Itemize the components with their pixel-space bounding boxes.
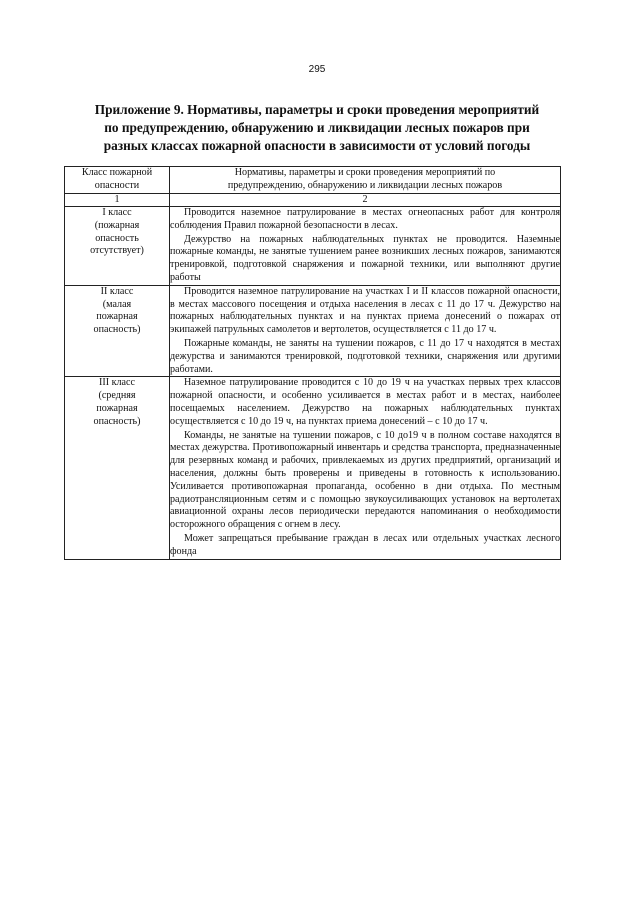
header-text: опасности xyxy=(94,179,140,191)
table-row xyxy=(65,207,561,286)
header-class-cell xyxy=(65,167,170,194)
measure-paragraph: Команды, не занятые на тушении пожаров, с 10 до19 ч в полном составе находятся в местах дежурства. Противопожарный инвентарь и средства транспорта, предназначенные для резервных команд и рабочих, привлекаемых из других предприятий, организаций и населения, должны быть проверены и приведены в готовность к использованию. Усиливается противопожарная пропаганда, особенно в дни отдыха. По местным радиотрансляционным сетям и с помощью звукоусиливающих установок на вертолетах авиационной охраны лесов периодически передаются напоминания о необходимости осторожного обращения с огнем в лесу. xyxy=(170,429,560,531)
class-label-line: (пожарная xyxy=(94,219,140,231)
table-row xyxy=(65,377,561,559)
class-label-line: III класс xyxy=(99,377,135,389)
measure-paragraph: Наземное патрулирование проводится с 10 до 19 ч на участках первых трех классов пожарной опасности, и особенно усиливается в местах работ и в местах, наиболее посещаемых населением. Дежурство на пожарных наблюдательных пунктах осуществляется с 10 до 19 ч, на пунктах приема донесений – с 10 до 17 ч. xyxy=(170,377,560,427)
header-text: предупреждению, обнаружению и ликвидации лесных пожаров xyxy=(227,179,503,191)
title-line: по предупреждению, обнаружению и ликвидации лесных пожаров при xyxy=(104,120,530,135)
measures-cell xyxy=(170,207,561,286)
page-number: 295 xyxy=(308,64,326,75)
measure-paragraph: Пожарные команды, не заняты на тушении пожаров, с 11 до 17 ч находятся в местах дежурства и занимаются тренировкой, подготовкой техники, снаряжения или другими работами. xyxy=(170,337,560,375)
table-header-row xyxy=(65,167,561,194)
fire-danger-norms-table xyxy=(64,166,561,560)
class-label-line: пожарная xyxy=(96,402,138,414)
title-line: Приложение 9. Нормативы, параметры и сроки проведения мероприятий xyxy=(94,102,540,117)
class-label-line: I класс xyxy=(102,207,132,218)
measure-paragraph: Дежурство на пожарных наблюдательных пунктах не проводится. Наземные пожарные команды, не занятые тушением ранее возникших лесных пожаров, занимаются тренировкой, подготовкой снаряжения и пожарной техники, или выполняют другие работы xyxy=(170,233,560,283)
class-label-line: опасность) xyxy=(93,324,141,336)
measure-paragraph: Может запрещаться пребывание граждан в лесах или отдельных участках лесного фонда xyxy=(170,532,560,557)
class-label-line: (малая xyxy=(102,298,132,310)
danger-class-cell xyxy=(65,285,170,377)
measure-paragraph: Проводится наземное патрулирование в местах огнеопасных работ для контроля соблюдения Правил пожарной безопасности в лесах. xyxy=(170,207,560,231)
class-label-line: пожарная xyxy=(96,311,138,323)
class-label-line: опасность xyxy=(95,232,139,244)
class-label-line: опасность) xyxy=(93,415,141,427)
danger-class-cell xyxy=(65,377,170,559)
class-label-line: отсутствует) xyxy=(90,245,144,257)
header-text: Нормативы, параметры и сроки проведения мероприятий по xyxy=(234,167,496,178)
class-label-line: II класс xyxy=(100,285,134,297)
measure-paragraph: Проводится наземное патрулирование на участках I и II классов пожарной опасности, в местах массового посещения и отдыха населения в лесах с 11 до 17 ч. Дежурство на пожарных наблюдательных пунктах и на пунктах приема донесений о пожарах от экипажей патрульных самолетов и вертолетов, осуществляется с 11 до 17 ч. xyxy=(170,285,560,336)
danger-class-cell xyxy=(65,207,170,286)
measures-cell xyxy=(170,377,561,559)
document-title xyxy=(64,101,570,155)
column-number: 2 xyxy=(170,194,561,207)
table-row xyxy=(65,285,561,377)
header-norms-cell xyxy=(170,167,561,194)
title-line: разных классах пожарной опасности в зависимости от условий погоды xyxy=(103,138,531,153)
class-label-line: (средняя xyxy=(98,390,136,402)
column-number: 1 xyxy=(65,194,170,207)
column-number-row xyxy=(65,194,561,207)
header-text: Класс пожарной xyxy=(81,167,153,178)
measures-cell xyxy=(170,285,561,377)
